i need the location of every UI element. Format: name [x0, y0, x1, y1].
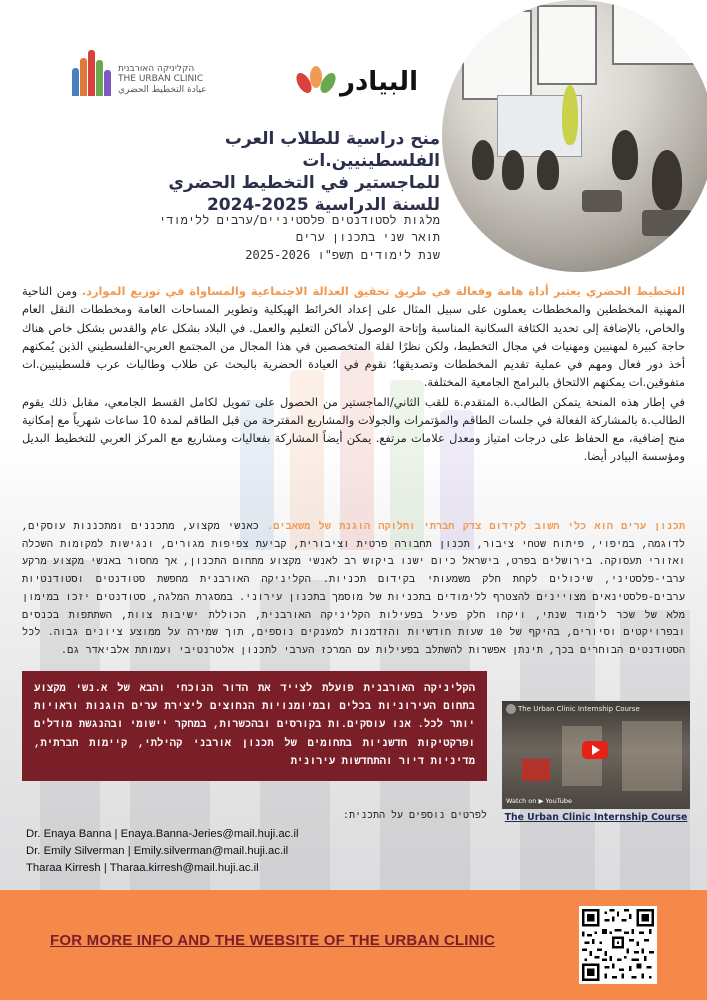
clinic-mission-box: הקליניקה האורבנית פועלת לצייד את הדור הנוכחי והבא של א.נשי מקצוע בתחום העירוניות בכלים ובמיומנויות הנחוצים ליצירת ערים הוגנות וראויות יותר לכל. אנו עוסקים.ות בקורסים ובהכשרות, במחקר יישומי ובהנגשת מודלים ופרקטיקות חדשניות בתחומים של תכנון אורבני קהילתי, קיימות חברתית, מדיניות דיור והתחדשות עירונית — [22, 671, 487, 781]
leaves-icon — [298, 64, 334, 100]
subtitle-line: שנת לימודים תשפ"ו 2025-2026 — [245, 247, 440, 262]
footer-banner — [0, 890, 707, 1000]
qr-code-icon[interactable] — [579, 906, 657, 984]
youtube-video-embed[interactable] — [502, 701, 690, 809]
arabic-paragraph-1 — [22, 282, 685, 392]
page-subtitle-hebrew — [140, 212, 440, 264]
subtitle-line: תואר שני בתכנון ערים — [295, 230, 440, 245]
albaidar-logo-text: البيادر — [340, 67, 418, 97]
urban-clinic-logo — [72, 50, 207, 96]
contacts-list — [26, 826, 299, 877]
contacts-heading: לפרטים נוספים על התכנית: — [342, 811, 487, 822]
contact-line[interactable]: Tharaa Kirresh | Tharaa.kirresh@mail.huji.ac.il — [26, 861, 259, 874]
urban-clinic-arabic: عيادة التخطيط الحضري — [118, 85, 207, 96]
subtitle-line: מלגות לסטודנטים פלסטיניים/ערבים ללימודי — [159, 213, 440, 227]
arabic-paragraph-2: في إطار هذه المنحة يتمكن الطالب.ة المتقدم.ة للقب الثاني/الماجستير من الحصول على تمويل لكامل القسط الجامعي، مقابل ذلك يقوم الطالب.ة بالمشاركة الفعالة في جلسات الطاقم والمؤتمرات والجولات والمشاريع المقترحة من قبل الطاقم لمدة 10 ساعات شهرياً مع إمكانية منح إضافية، مع الحفاظ على درجات امتياز ومعدل علامات مرتفع. يمكن أيضاً المشاركة بفعاليات ومشاريع مع المركز العربي للتخطيط البديل ومؤسسة البيادر أيضا. — [22, 394, 685, 464]
truck-image — [522, 759, 550, 781]
urban-clinic-hebrew: הקליניקה האורבנית — [118, 63, 195, 74]
play-icon[interactable] — [582, 741, 608, 759]
video-title: The Urban Clinic Internship Course — [518, 705, 640, 713]
video-caption: The Urban Clinic Internship Course — [504, 812, 688, 823]
title-line: للسنة الدراسية 2025-2024 — [206, 195, 440, 216]
title-line: للماجستير في التخطيط الحضري — [168, 173, 440, 194]
watch-on-youtube-link[interactable]: Watch on ▶ YouTube — [506, 797, 572, 805]
contact-line[interactable]: Dr. Enaya Banna | Enaya.Banna-Jeries@mail.huji.ac.il — [26, 828, 299, 840]
hebrew-body — [22, 519, 685, 661]
hebrew-body-text: כאנשי מקצוע, מתכננים ומתכננות עוסקים, לדוגמה, במיפוי, פיתוח שטחי ציבור, תכנון תחבורה פרטית וציבורית, קביעת צפיפות מגורים, ונגישות למקומות השכלה ואזורי תעסוקה. בירושלים בפרט, בישראל כיום ישנו ביקוש רב לאנשי מקצוע מתחום התכנון, אך מחסור באנשי מקצוע מרקע ערבי-פלסטיני, שיכולים לקחת חלק משמעותי בקידום תכניות. הקליניקה האורבנית מחפשת סטודנטים וסטודנטיות ערבים-פלסטינאים מצויינים להצטרף ללימודים בתכניות של מוסמך בתכנון עירוני. במסגרת המלגה, סטודנטים יזכו במימון מלא של שכר לימוד שנתי, ויקחו חלק פעיל בפעילות הקליניקה האורבנית, הכוללת ישיבות צוות, השתתפות בכנסים ובפרויקטים וסיורים, בהיקף של 10 שעות חודשיות והזדמנות למענקים נוספים, תוך שמירה על ממוצע ציונים גבוה. לכל הסטודנטים הבוחרים בכך, תינתן אפשרות להשתלב בפעילות עם המרכז הערבי לתכנון אלטרנטיבי ועמותת אלביאדר גם. — [22, 521, 685, 657]
albaidar-logo — [298, 64, 418, 100]
contact-line[interactable]: Dr. Emily Silverman | Emily.silverman@mail.huji.ac.il — [26, 844, 289, 857]
urban-clinic-website-link[interactable]: FOR MORE INFO AND THE WEBSITE OF THE URBAN CLINIC — [50, 932, 496, 949]
channel-avatar-icon — [506, 704, 516, 714]
arabic-body — [22, 282, 685, 467]
title-line: منح دراسية للطلاب العرب الفلسطينيين.ات — [224, 129, 440, 172]
arabic-paragraph-1-text: ومن الناحية المهنية المخططين والمخططات يعملون على سبيل المثال على إعداد الخرائط الهيكلية وتطوير المساحات العامة ومخططات النقل العام والخاص، بالإضافة إلى تحديد الكثافة السكانية المناسبة وإتاحة الوصول لأماكن التعليم والعمل. في البلاد بشكل عام والقدس بشكل خاص هناك حاجة كبيرة لمهنيين ومهنيات في مجال التخطيط، ولكن نظرًا لقلة المتخصصين في هذا المجال من المجتمع العربي-الفلسطيني الذين يُمكنهم أخذ دور فعال ومهم في عملية تقديم المخططات وتصديقها؛ نقوم في العيادة الحضرية بالبحث عن طلاب وطالبات عرب فلسطينيين.ات متفوقين.ات يمكنهم الالتحاق بالبرامج الجامعية المختلفة. — [22, 284, 685, 390]
page-title-arabic — [140, 128, 440, 216]
hebrew-highlight: תכנון ערים הוא כלי חשוב לקידום צדק חברתי וחלוקה הוגנת של משאבים. — [267, 521, 686, 533]
urban-clinic-bars-icon — [72, 50, 110, 96]
arabic-highlight: التخطيط الحضري يعتبر أداة هامة وفعالة في طريق تحقيق العدالة الاجتماعية والمساواة في توزيع الموارد. — [81, 284, 685, 298]
classroom-photo — [442, 0, 707, 272]
urban-clinic-english: THE URBAN CLINIC — [118, 74, 204, 85]
